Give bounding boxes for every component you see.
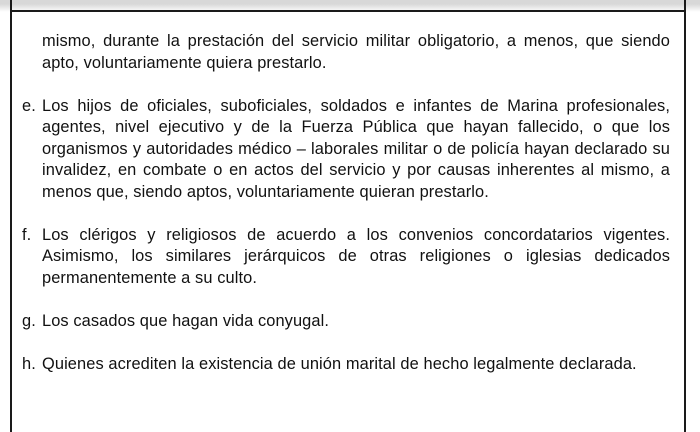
list-marker: e.	[22, 96, 36, 115]
list-marker: h.	[22, 354, 36, 373]
list-item-text: Los clérigos y religiosos de acuerdo a los convenios concordatarios vigentes. Asimismo, los similares jerárquicos de otras religiones o iglesias dedicados permanentemente a su culto.	[42, 225, 670, 287]
list-marker: f.	[22, 225, 32, 244]
list-item-continuation	[22, 31, 670, 74]
list-item-g	[22, 311, 670, 333]
list-item-h	[22, 354, 670, 376]
list-item-e	[22, 96, 670, 204]
list-item-text: Los hijos de oficiales, suboficiales, soldados e infantes de Marina profesionales, agentes, nivel ejecutivo y de la Fuerza Pública que hayan fallecido, o que los organismos y autoridades médico – laborales militar o de policía hayan declarado su invalidez, en combate o en actos del servicio y por causas inherentes al mismo, a menos que, siendo aptos, voluntariamente quieran prestarlo.	[42, 96, 670, 201]
list-item-f	[22, 225, 670, 290]
document-body	[22, 31, 670, 375]
list-marker: g.	[22, 311, 36, 330]
list-item-text: Los casados que hagan vida conyugal.	[42, 311, 330, 330]
list-item-text: Quienes acrediten la existencia de unión marital de hecho legalmente declarada.	[42, 354, 637, 373]
list-item-text: mismo, durante la prestación del servicio militar obligatorio, a menos, que siendo apto, voluntariamente quiera prestarlo.	[42, 32, 670, 72]
